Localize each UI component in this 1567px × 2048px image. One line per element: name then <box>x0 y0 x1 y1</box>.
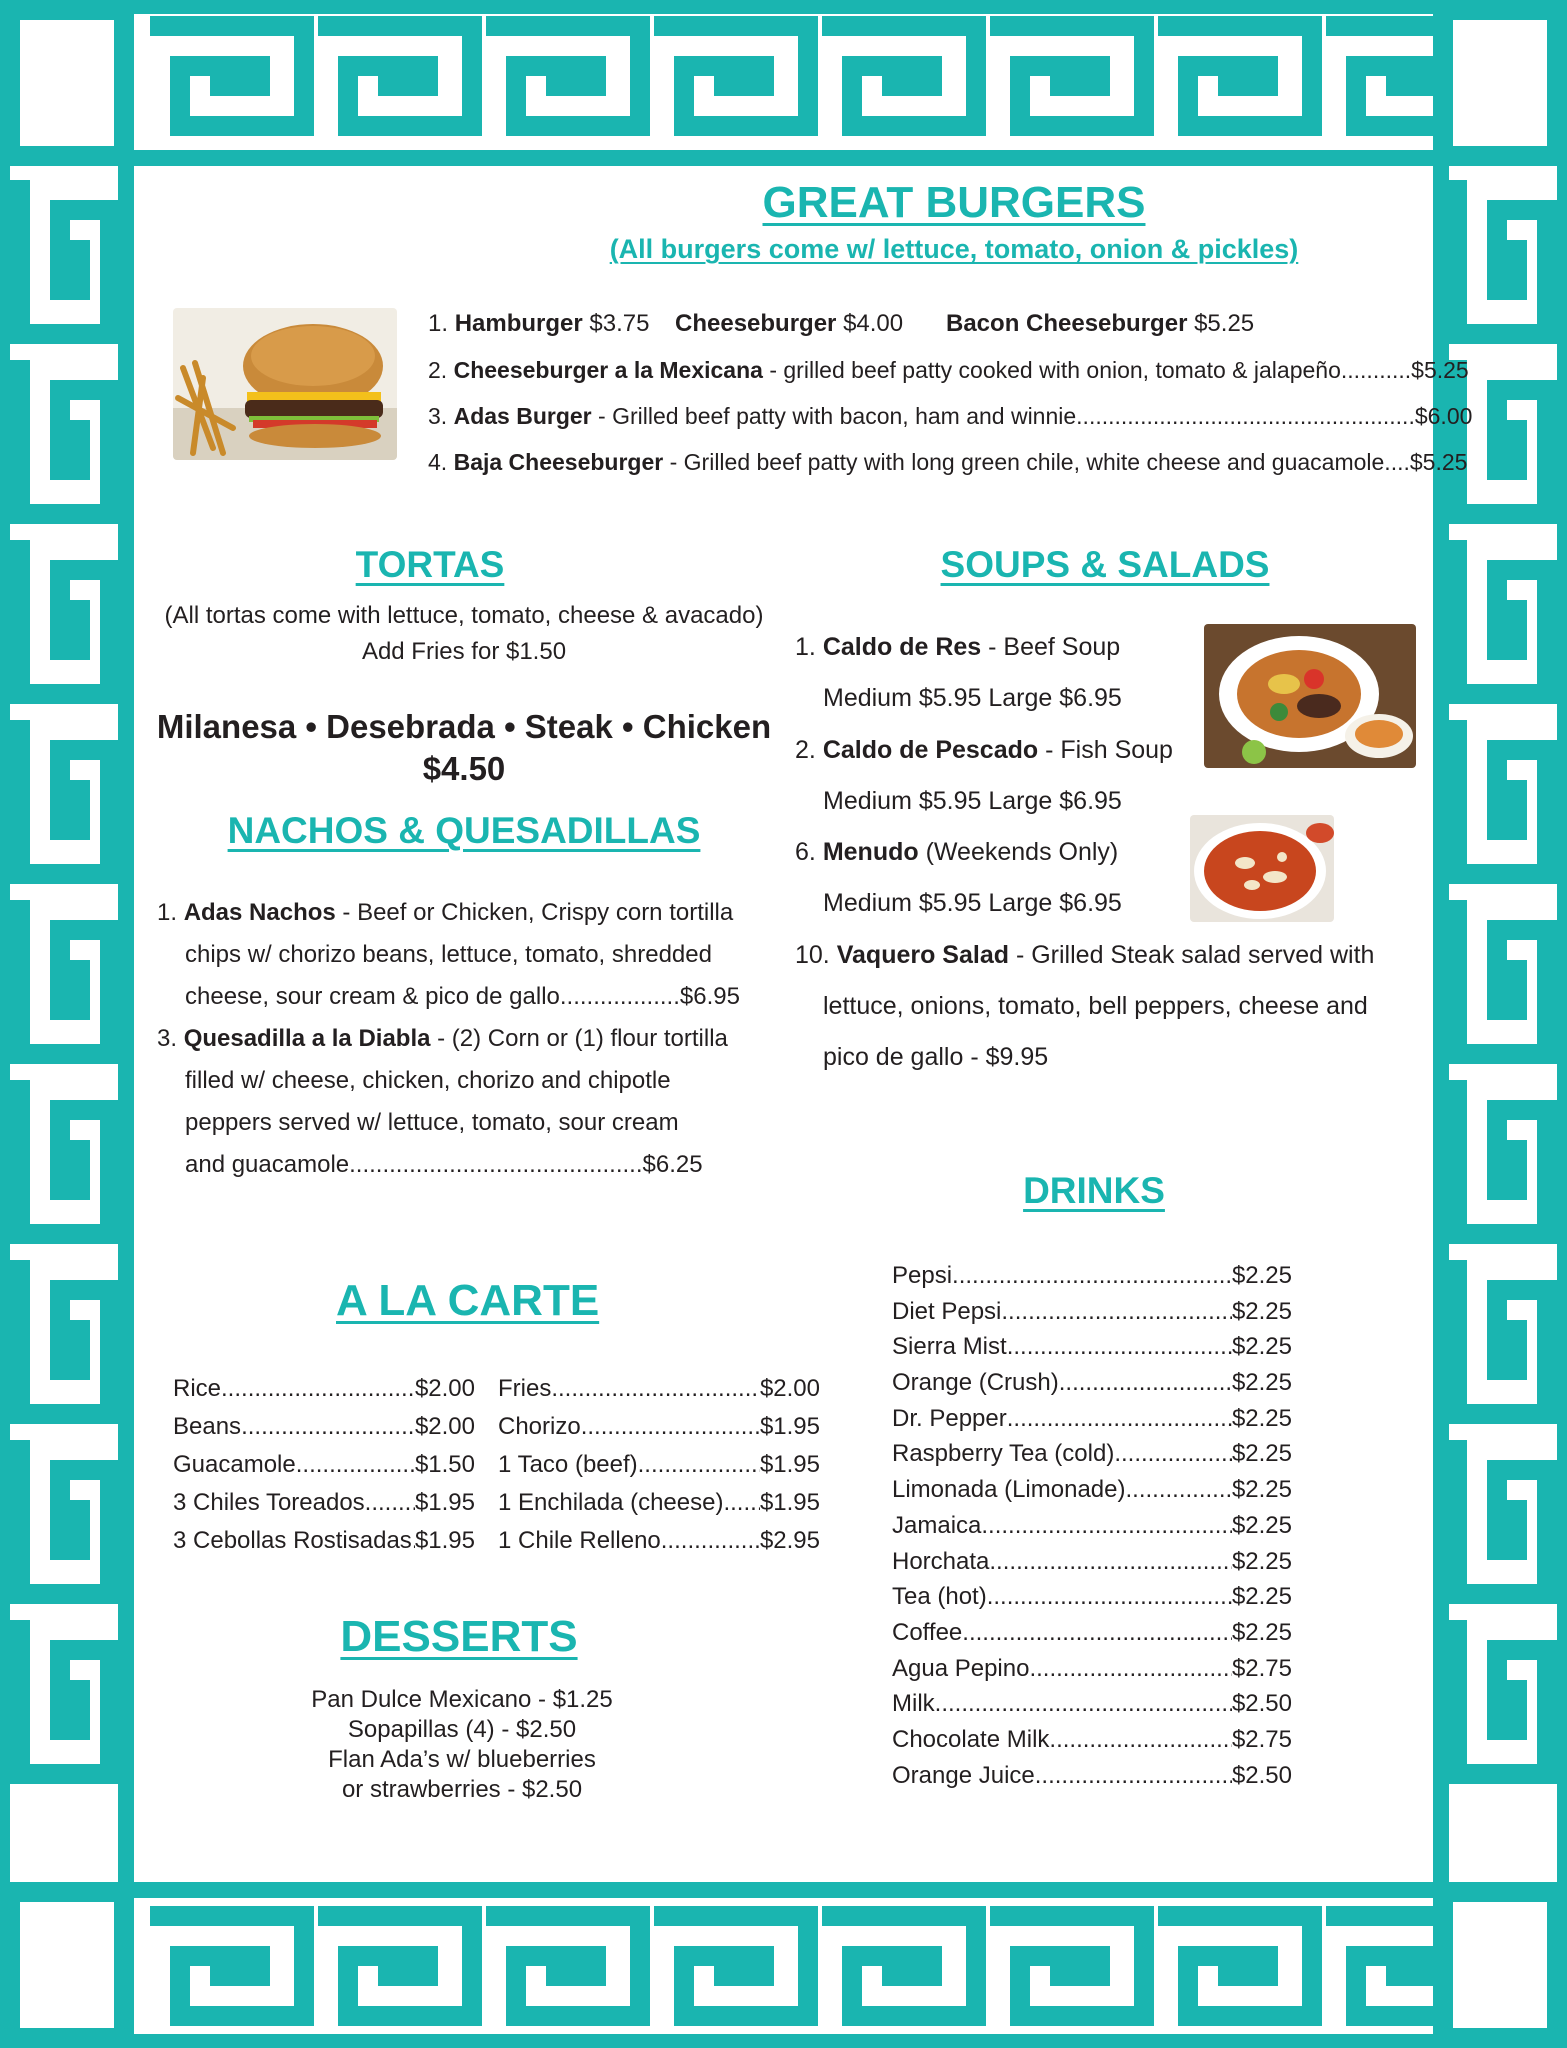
carte-name: Guacamole <box>173 1451 296 1478</box>
carte-price: $1.95 <box>414 1527 475 1554</box>
drink-price: $2.75 <box>1231 1654 1292 1682</box>
drink-price: $2.25 <box>1231 1440 1292 1468</box>
drink-price: $2.25 <box>1231 1511 1292 1539</box>
nachos-item-1-line: cheese, sour cream & pico de gallo..................$6.95 <box>185 983 740 1010</box>
drink-name: Raspberry Tea (cold) <box>892 1440 1115 1468</box>
tortas-title: TORTAS <box>355 544 505 585</box>
carte-row <box>498 1522 820 1560</box>
carte-row <box>498 1484 820 1522</box>
carte-price: $2.00 <box>414 1413 475 1440</box>
tortas-price: $4.50 <box>422 750 506 787</box>
dessert-line: Sopapillas (4) - $2.50 <box>347 1716 577 1743</box>
drink-name: Diet Pepsi <box>892 1297 1002 1325</box>
burgers-title: GREAT BURGERS <box>762 178 1146 227</box>
soup-item: 6. Menudo (Weekends Only) <box>795 838 1119 867</box>
drink-row <box>892 1472 1292 1508</box>
carte-name: 3 Cebollas Rostisadas <box>173 1527 412 1554</box>
drink-price: $2.75 <box>1231 1725 1292 1753</box>
burger-item: 2. Cheeseburger a la Mexicana - grilled beef patty cooked with onion, tomato & jalapeño...........$5.25 <box>428 357 1469 383</box>
burger-line-1: 1. Hamburger $3.75 <box>428 310 650 337</box>
carte-row <box>498 1408 820 1446</box>
desserts-title: DESSERTS <box>340 1612 578 1661</box>
drink-row <box>892 1722 1292 1758</box>
carte-row <box>173 1446 475 1484</box>
carte-price: $1.95 <box>759 1413 820 1440</box>
nachos-item-3-line: and guacamole............................................$6.25 <box>185 1151 703 1178</box>
dessert-line: Pan Dulce Mexicano - $1.25 <box>311 1686 613 1713</box>
burger-item: 4. Baja Cheeseburger - Grilled beef patty with long green chile, white cheese and guacamole....$5.25 <box>428 449 1468 475</box>
drinks-list <box>892 1258 1292 1793</box>
dessert-line: or strawberries - $2.50 <box>341 1776 583 1803</box>
soup-item: 1. Caldo de Res - Beef Soup <box>795 633 1121 661</box>
carte-price: $2.00 <box>414 1375 475 1402</box>
nachos-title: NACHOS & QUESADILLAS <box>227 810 701 851</box>
carte-row <box>173 1370 475 1408</box>
drink-name: Tea (hot) <box>892 1583 987 1611</box>
carte-price: $1.95 <box>414 1489 475 1516</box>
tortas-varieties: Milanesa • Desebrada • Steak • Chicken $4.50 <box>150 706 778 790</box>
soup-sizes: Medium $5.95 Large $6.95 <box>823 889 1122 918</box>
drink-price: $2.50 <box>1231 1690 1292 1718</box>
drink-name: Milk <box>892 1690 935 1718</box>
drink-name: Sierra Mist <box>892 1333 1007 1361</box>
drink-row <box>892 1294 1292 1330</box>
drink-price: $2.25 <box>1231 1369 1292 1397</box>
nachos-item-1: 1. Adas Nachos - Beef or Chicken, Crispy corn tortilla <box>157 899 734 926</box>
burger-name: Bacon Cheeseburger <box>946 310 1188 337</box>
nachos-item-3-line: peppers served w/ lettuce, tomato, sour cream <box>185 1109 679 1136</box>
tortas-note-line: Add Fries for $1.50 <box>361 638 567 665</box>
a-la-carte-left <box>173 1370 475 1560</box>
carte-name: 1 Taco (beef) <box>498 1451 638 1478</box>
nachos-item-3: 3. Quesadilla a la Diabla - (2) Corn or (1) flour tortilla <box>157 1025 728 1052</box>
a-la-carte-title: A LA CARTE <box>336 1276 600 1325</box>
nachos-list <box>157 892 740 1186</box>
carte-row <box>173 1408 475 1446</box>
burgers-subtitle: (All burgers come w/ lettuce, tomato, onion & pickles) <box>609 234 1299 264</box>
burger-price: $4.00 <box>843 310 904 337</box>
drink-price: $2.25 <box>1231 1262 1292 1289</box>
carte-price: $1.95 <box>759 1489 820 1516</box>
drink-name: Dr. Pepper <box>892 1404 1007 1432</box>
drink-price: $2.25 <box>1231 1476 1292 1504</box>
carte-row <box>173 1484 475 1522</box>
carte-name: 3 Chiles Toreados <box>173 1489 365 1516</box>
burger-price: $5.25 <box>1194 310 1255 337</box>
drink-row <box>892 1686 1292 1722</box>
soup-sizes: Medium $5.95 Large $6.95 <box>823 684 1122 713</box>
tortas-note <box>150 598 778 670</box>
carte-name: Chorizo <box>498 1413 581 1440</box>
desserts-list <box>262 1685 662 1805</box>
carte-price: $2.95 <box>759 1527 820 1554</box>
drink-price: $2.25 <box>1231 1297 1292 1325</box>
drink-row <box>892 1258 1292 1294</box>
tortas-note-line: (All tortas come with lettuce, tomato, cheese & avacado) <box>164 602 764 629</box>
drink-price: $2.25 <box>1231 1404 1292 1432</box>
carte-name: Rice <box>173 1375 222 1402</box>
salad-line: lettuce, onions, tomato, bell peppers, cheese and <box>823 992 1368 1021</box>
drink-row <box>892 1329 1292 1365</box>
soup-bowl-photo <box>1204 624 1416 768</box>
carte-name: 1 Chile Relleno <box>498 1527 661 1554</box>
drink-row <box>892 1365 1292 1401</box>
carte-name: 1 Enchilada (cheese) <box>498 1489 724 1516</box>
drink-price: $2.25 <box>1231 1547 1292 1575</box>
a-la-carte-right <box>498 1370 820 1560</box>
burger-line-1-item-3 <box>946 310 1254 338</box>
carte-price: $1.95 <box>759 1451 820 1478</box>
soup-sizes: Medium $5.95 Large $6.95 <box>823 786 1122 815</box>
drink-name: Orange Juice <box>892 1761 1035 1789</box>
drink-name: Chocolate Milk <box>892 1725 1050 1753</box>
drink-row <box>892 1615 1292 1651</box>
carte-row <box>173 1522 475 1560</box>
carte-row <box>498 1370 820 1408</box>
soups-title: SOUPS & SALADS <box>940 544 1270 585</box>
burger-name: Hamburger <box>454 310 583 337</box>
salad-line: pico de gallo - $9.95 <box>823 1043 1049 1072</box>
burger-line-1-item-2 <box>675 310 903 338</box>
drink-row <box>892 1758 1292 1794</box>
drink-row <box>892 1401 1292 1437</box>
menudo-bowl-photo <box>1190 815 1334 922</box>
burger-price: $3.75 <box>589 310 650 337</box>
drink-price: $2.50 <box>1231 1761 1292 1789</box>
burger-name: Cheeseburger <box>675 310 837 337</box>
soup-item: 2. Caldo de Pescado - Fish Soup <box>795 735 1173 764</box>
drink-row <box>892 1436 1292 1472</box>
drink-price: $2.25 <box>1231 1583 1292 1611</box>
burger-photo <box>173 308 397 460</box>
drink-row <box>892 1651 1292 1687</box>
drink-name: Horchata <box>892 1547 990 1575</box>
drink-row <box>892 1579 1292 1615</box>
nachos-item-1-line: chips w/ chorizo beans, lettuce, tomato, shredded <box>185 941 712 968</box>
drink-row <box>892 1544 1292 1580</box>
drink-name: Coffee <box>892 1618 963 1646</box>
drink-price: $2.25 <box>1231 1618 1292 1646</box>
drink-name: Orange (Crush) <box>892 1369 1059 1397</box>
carte-name: Fries <box>498 1375 552 1402</box>
drink-price: $2.25 <box>1231 1333 1292 1361</box>
nachos-item-3-line: filled w/ cheese, chicken, chorizo and chipotle <box>185 1067 671 1094</box>
carte-name: Beans <box>173 1413 242 1440</box>
carte-row <box>498 1446 820 1484</box>
salad-item: 10. Vaquero Salad - Grilled Steak salad served with <box>795 940 1375 969</box>
drink-name: Pepsi <box>892 1262 953 1289</box>
carte-price: $2.00 <box>759 1375 820 1402</box>
drink-row <box>892 1508 1292 1544</box>
dessert-line: Flan Ada’s w/ blueberries <box>328 1746 596 1773</box>
carte-price: $1.50 <box>414 1451 475 1478</box>
drinks-title: DRINKS <box>1023 1170 1165 1211</box>
drink-name: Jamaica <box>892 1511 982 1539</box>
drink-name: Limonada (Limonade) <box>892 1476 1126 1504</box>
drink-name: Agua Pepino <box>892 1654 1030 1682</box>
burger-item: 3. Adas Burger - Grilled beef patty with bacon, ham and winnie.....................................................$6.00 <box>428 403 1473 429</box>
